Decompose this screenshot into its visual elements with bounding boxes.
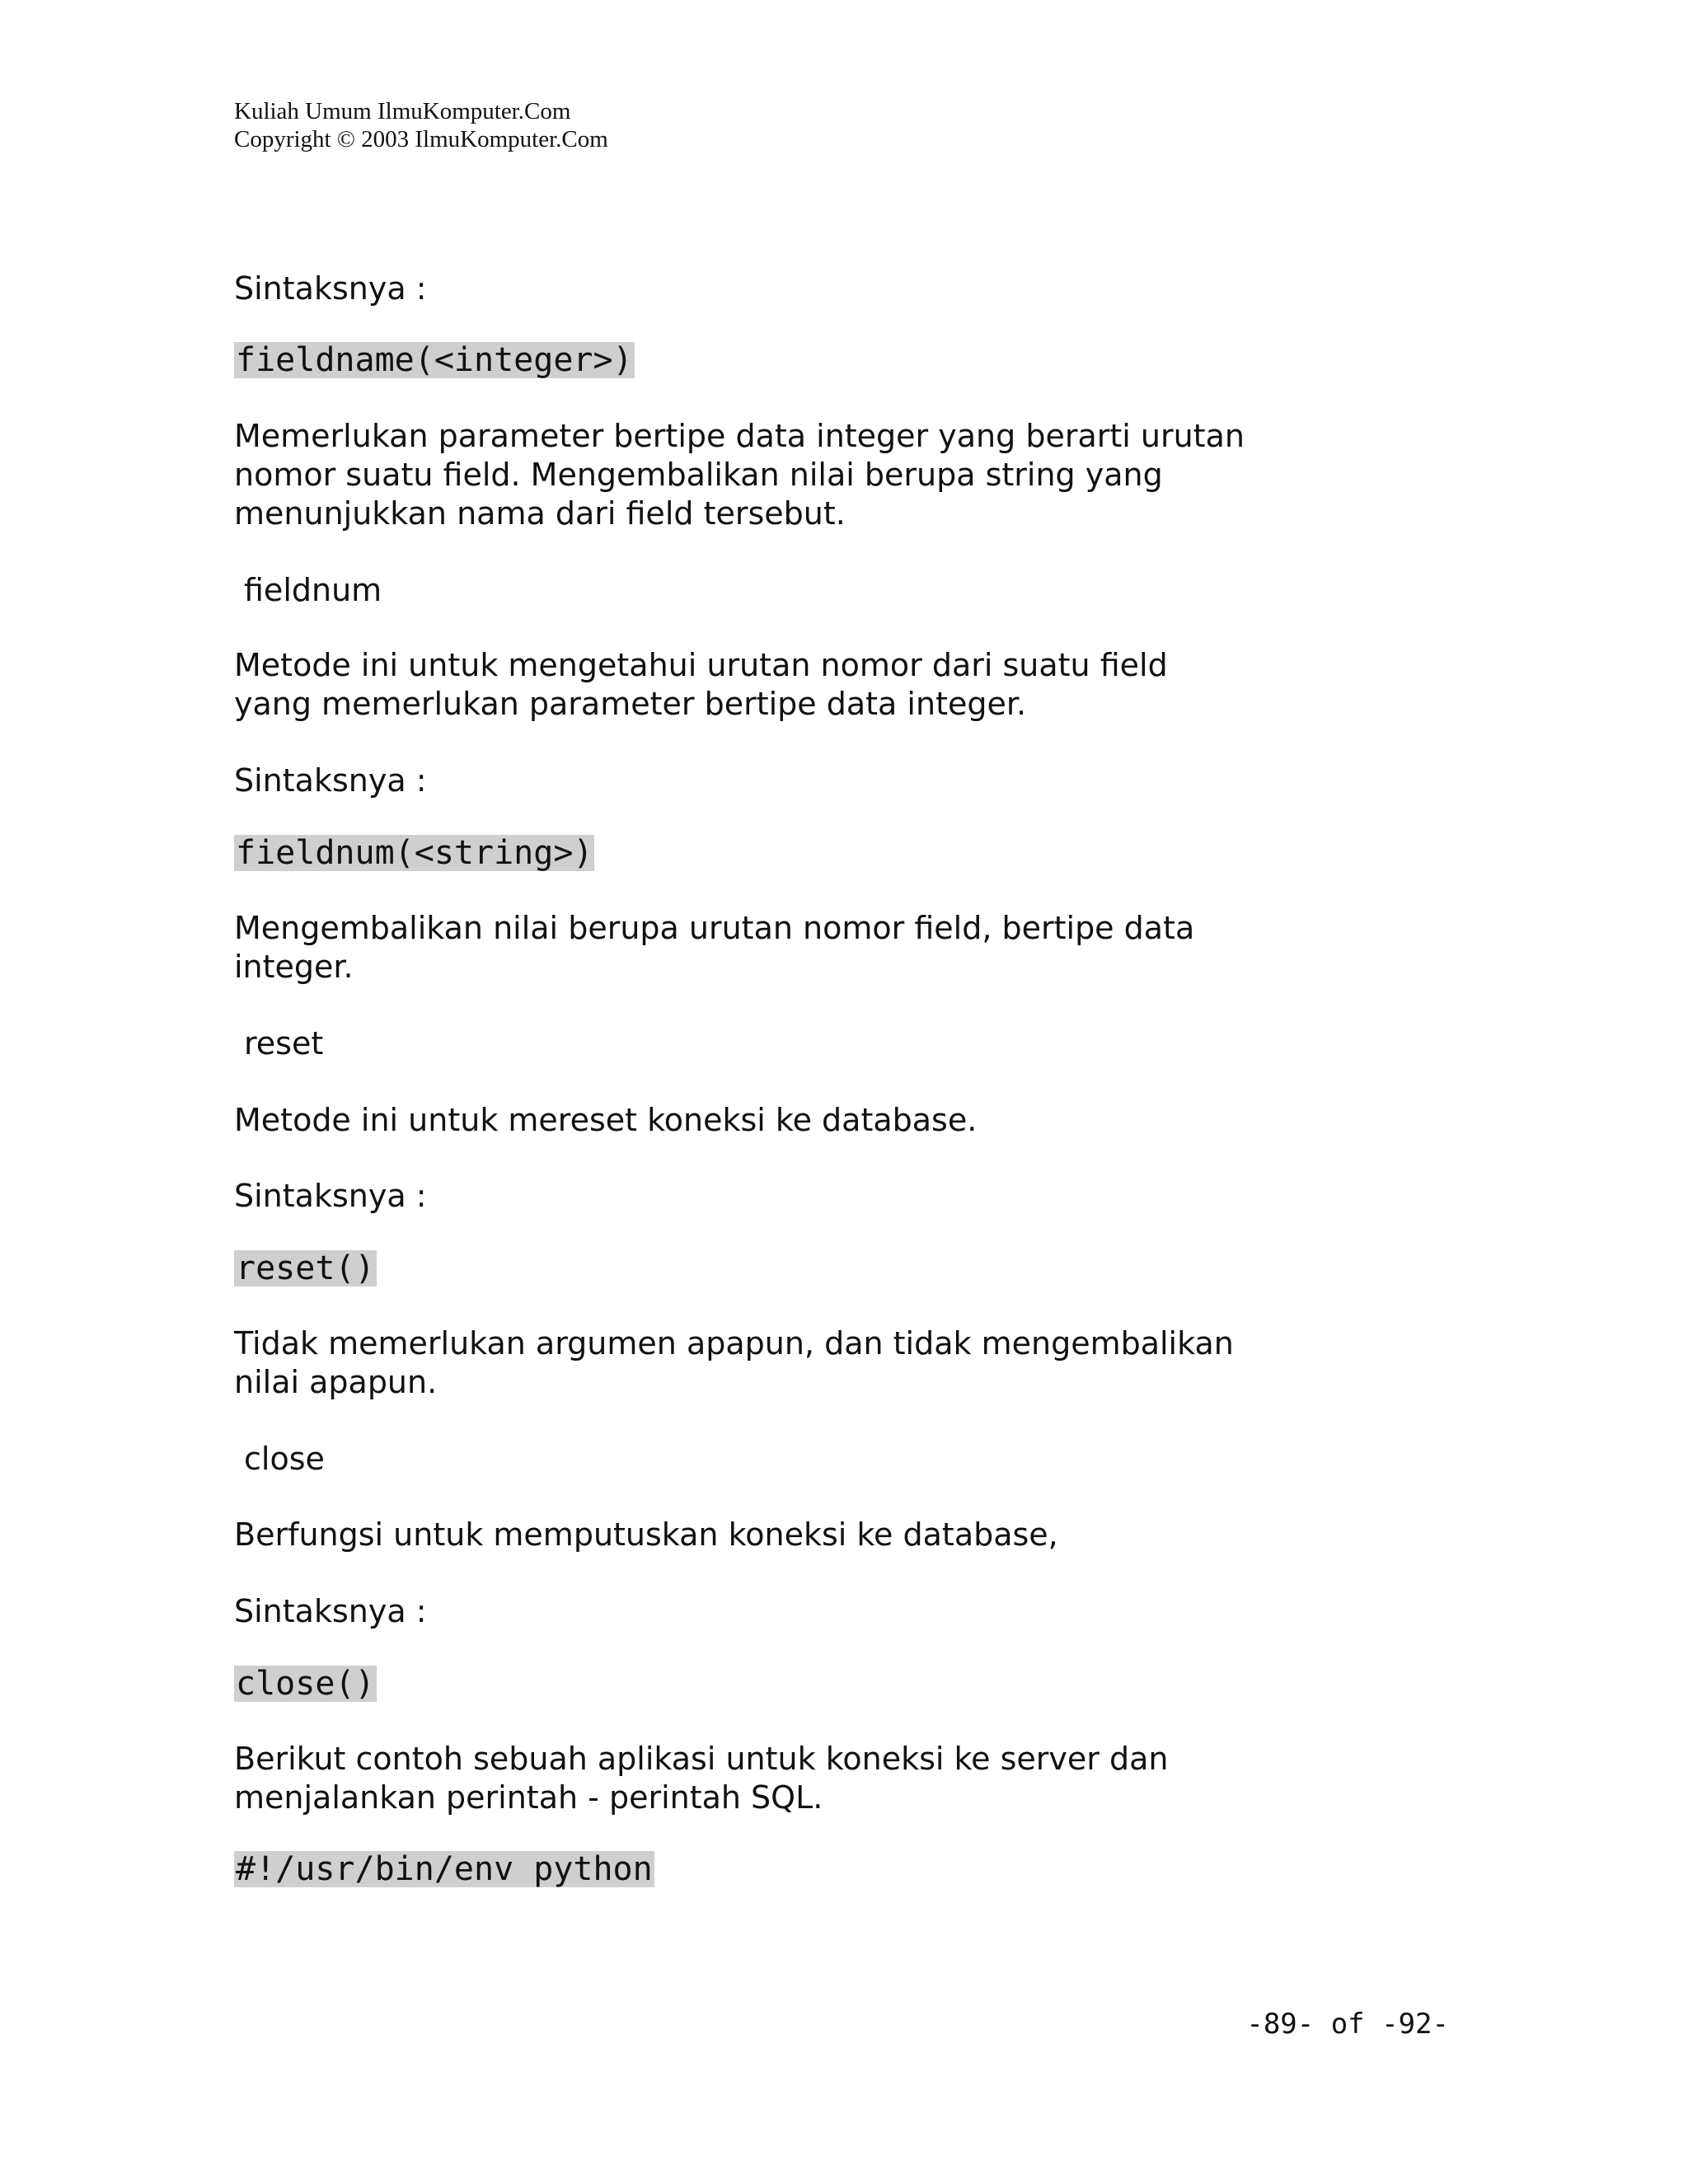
paragraph-line: yang memerlukan parameter bertipe data integer. <box>234 686 1027 722</box>
code-snippet: fieldnum(<string>) <box>236 834 593 872</box>
syntax-label: Sintaksnya : <box>234 762 427 799</box>
paragraph-line: Memerlukan parameter bertipe data integer yang berarti urutan <box>234 418 1245 454</box>
method-heading-reset: reset <box>244 1025 324 1062</box>
code-reset <box>234 1249 377 1288</box>
code-snippet: fieldname(<integer>) <box>236 341 633 379</box>
page-number: -89- of -92- <box>1246 2008 1449 2041</box>
code-snippet: reset() <box>236 1249 375 1287</box>
paragraph-line: integer. <box>234 949 354 985</box>
header-course-title: Kuliah Umum IlmuKomputer.Com <box>234 98 571 124</box>
paragraph-reset-intro: Metode ini untuk mereset koneksi ke database. <box>234 1102 978 1138</box>
syntax-label: Sintaksnya : <box>234 1178 427 1214</box>
page-header <box>234 97 608 153</box>
paragraph-example-intro <box>234 1740 1223 1817</box>
code-snippet: #!/usr/bin/env python <box>236 1850 653 1888</box>
paragraph-line: Mengembalikan nilai berupa urutan nomor field, bertipe data <box>234 910 1195 946</box>
paragraph-close-intro: Berfungsi untuk memputuskan koneksi ke database, <box>234 1516 1058 1553</box>
code-fieldname <box>234 341 635 380</box>
paragraph-line: Tidak memerlukan argumen apapun, dan tidak mengembalikan <box>234 1325 1234 1361</box>
code-fieldnum <box>234 834 594 873</box>
paragraph-line: Metode ini untuk mengetahui urutan nomor dari suatu field <box>234 647 1168 683</box>
paragraph-reset-return <box>234 1324 1234 1402</box>
paragraph-fieldnum-intro <box>234 646 1223 724</box>
paragraph-line: menunjukkan nama dari field tersebut. <box>234 495 846 532</box>
syntax-label: Sintaksnya : <box>234 1593 427 1629</box>
paragraph-line: nilai apapun. <box>234 1364 438 1400</box>
paragraph-line: Berikut contoh sebuah aplikasi untuk koneksi ke server dan <box>234 1741 1169 1777</box>
paragraph-line: nomor suatu field. Mengembalikan nilai berupa string yang <box>234 457 1163 493</box>
code-snippet: close() <box>236 1665 375 1703</box>
paragraph-line: menjalankan perintah - perintah SQL. <box>234 1779 823 1816</box>
code-close <box>234 1665 377 1704</box>
syntax-label: Sintaksnya : <box>234 270 427 307</box>
header-copyright: Copyright © 2003 IlmuKomputer.Com <box>234 126 608 152</box>
method-heading-close: close <box>244 1441 325 1477</box>
paragraph-fieldnum-return <box>234 909 1223 987</box>
paragraph-fieldname-description <box>234 417 1245 533</box>
method-heading-fieldnum: fieldnum <box>244 572 382 608</box>
code-shebang <box>234 1850 654 1889</box>
